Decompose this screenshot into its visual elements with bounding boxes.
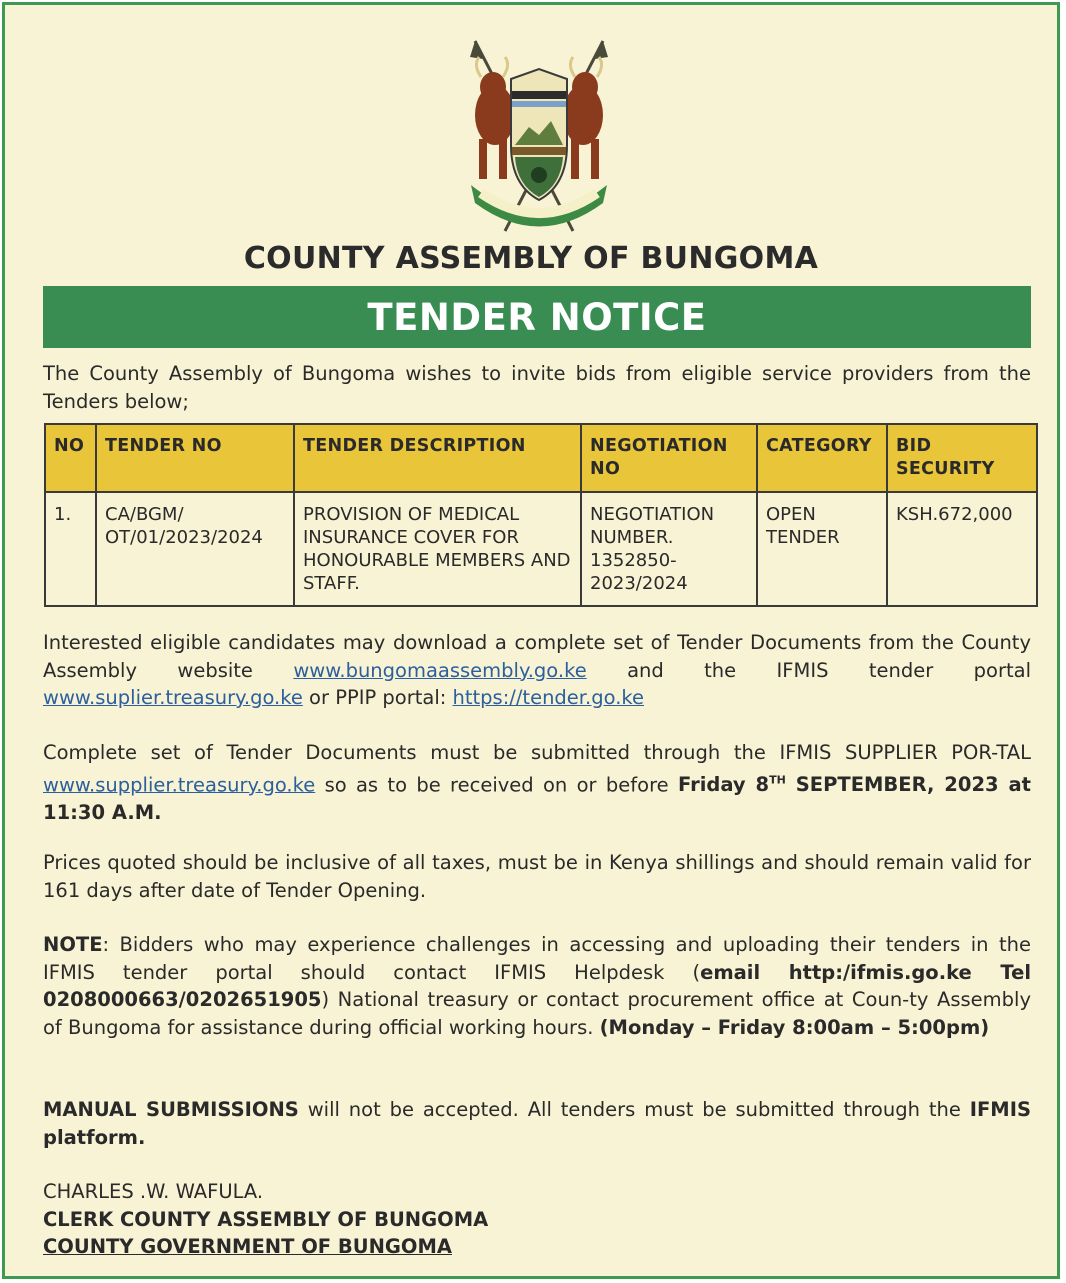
- tender-notice-banner: TENDER NOTICE: [43, 286, 1031, 348]
- header-negotiation-no: NEGOTIATION NO: [581, 424, 757, 492]
- submission-text-b: so as to be received on or before: [315, 773, 678, 796]
- deadline-text: Friday 8TH SEPTEMBER, 2023 at 11:30 A.M.: [43, 773, 1031, 824]
- download-paragraph: [43, 629, 1031, 712]
- header-tender-no: TENDER NO: [96, 424, 294, 492]
- coat-of-arms-logo: [453, 35, 625, 235]
- signatory-org: COUNTY GOVERNMENT OF BUNGOMA: [43, 1235, 452, 1258]
- tender-table: [44, 423, 1038, 607]
- cell-no: 1.: [45, 492, 96, 606]
- signatory-title: CLERK COUNTY ASSEMBLY OF BUNGOMA: [43, 1207, 489, 1231]
- download-text-b: and the IFMIS tender portal: [586, 658, 1031, 682]
- assembly-website-link[interactable]: www.bungomaassembly.go.ke: [293, 658, 587, 682]
- prices-paragraph: Prices quoted should be inclusive of all taxes, must be in Kenya shillings and should remain valid for 161 days after date of Tender Opening.: [43, 851, 1031, 902]
- manual-submissions-paragraph: MANUAL SUBMISSIONS will not be accepted. All tenders must be submitted through the IFMIS platform.: [43, 1098, 1031, 1149]
- table-header-row: [45, 424, 1037, 492]
- ifmis-portal-link[interactable]: www.suplier.treasury.go.ke: [43, 686, 303, 709]
- cell-description: PROVISION OF MEDICAL INSURANCE COVER FOR HONOURABLE MEMBERS AND STAFF.: [294, 492, 581, 606]
- cell-tender-no: CA/BGM/ OT/01/2023/2024: [96, 492, 294, 606]
- ppip-portal-link[interactable]: https://tender.go.ke: [452, 686, 644, 709]
- ifmis-platform-label: IFMIS platform.: [43, 1098, 1031, 1149]
- download-text-a: Interested eligible candidates may download a complete set of Tender Documents from the County Assembly website: [43, 631, 1031, 682]
- download-text-c: or PPIP portal:: [302, 686, 453, 709]
- signature-block: [43, 1178, 1031, 1261]
- submission-text-a: Complete set of Tender Documents must be submitted through the IFMIS SUPPLIER POR-TAL: [43, 741, 1031, 764]
- helpdesk-contact: email http:/ifmis.go.ke Tel 0208000663/0202651905: [43, 960, 1032, 1011]
- header-no: NO: [45, 424, 96, 492]
- manual-submissions-label: MANUAL SUBMISSIONS: [43, 1098, 299, 1121]
- signatory-name: CHARLES .W. WAFULA.: [43, 1180, 264, 1203]
- note-label: NOTE: [43, 933, 103, 956]
- intro-paragraph: The County Assembly of Bungoma wishes to invite bids from eligible service providers from the Tenders below;: [43, 362, 1031, 413]
- cell-category: OPEN TENDER: [757, 492, 887, 606]
- note-paragraph: NOTE: Bidders who may experience challenges in accessing and uploading their tenders in the IFMIS tender portal should contact IFMIS Helpdesk (email http:/ifmis.go.ke Tel 0208000663/0202651905) National treasury or contact procurement office at Coun-ty Assembly of Bungoma for assistance during official working hours. (Monday – Friday 8:00am – 5:00pm): [43, 933, 1032, 1039]
- header-tender-description: TENDER DESCRIPTION: [294, 424, 581, 492]
- cell-negotiation-no: NEGOTIATION NUMBER. 1352850-2023/2024: [581, 492, 757, 606]
- working-hours: (Monday – Friday 8:00am – 5:00pm): [599, 1015, 990, 1039]
- header-bid-security: BID SECURITY: [887, 424, 1037, 492]
- header-category: CATEGORY: [757, 424, 887, 492]
- organization-title: COUNTY ASSEMBLY OF BUNGOMA: [243, 241, 819, 276]
- table-row: [45, 492, 1037, 606]
- notice-frame: [2, 2, 1060, 1279]
- cell-bid-security: KSH.672,000: [887, 492, 1037, 606]
- supplier-portal-link[interactable]: www.supplier.treasury.go.ke: [43, 773, 316, 796]
- submission-paragraph: [43, 739, 1031, 826]
